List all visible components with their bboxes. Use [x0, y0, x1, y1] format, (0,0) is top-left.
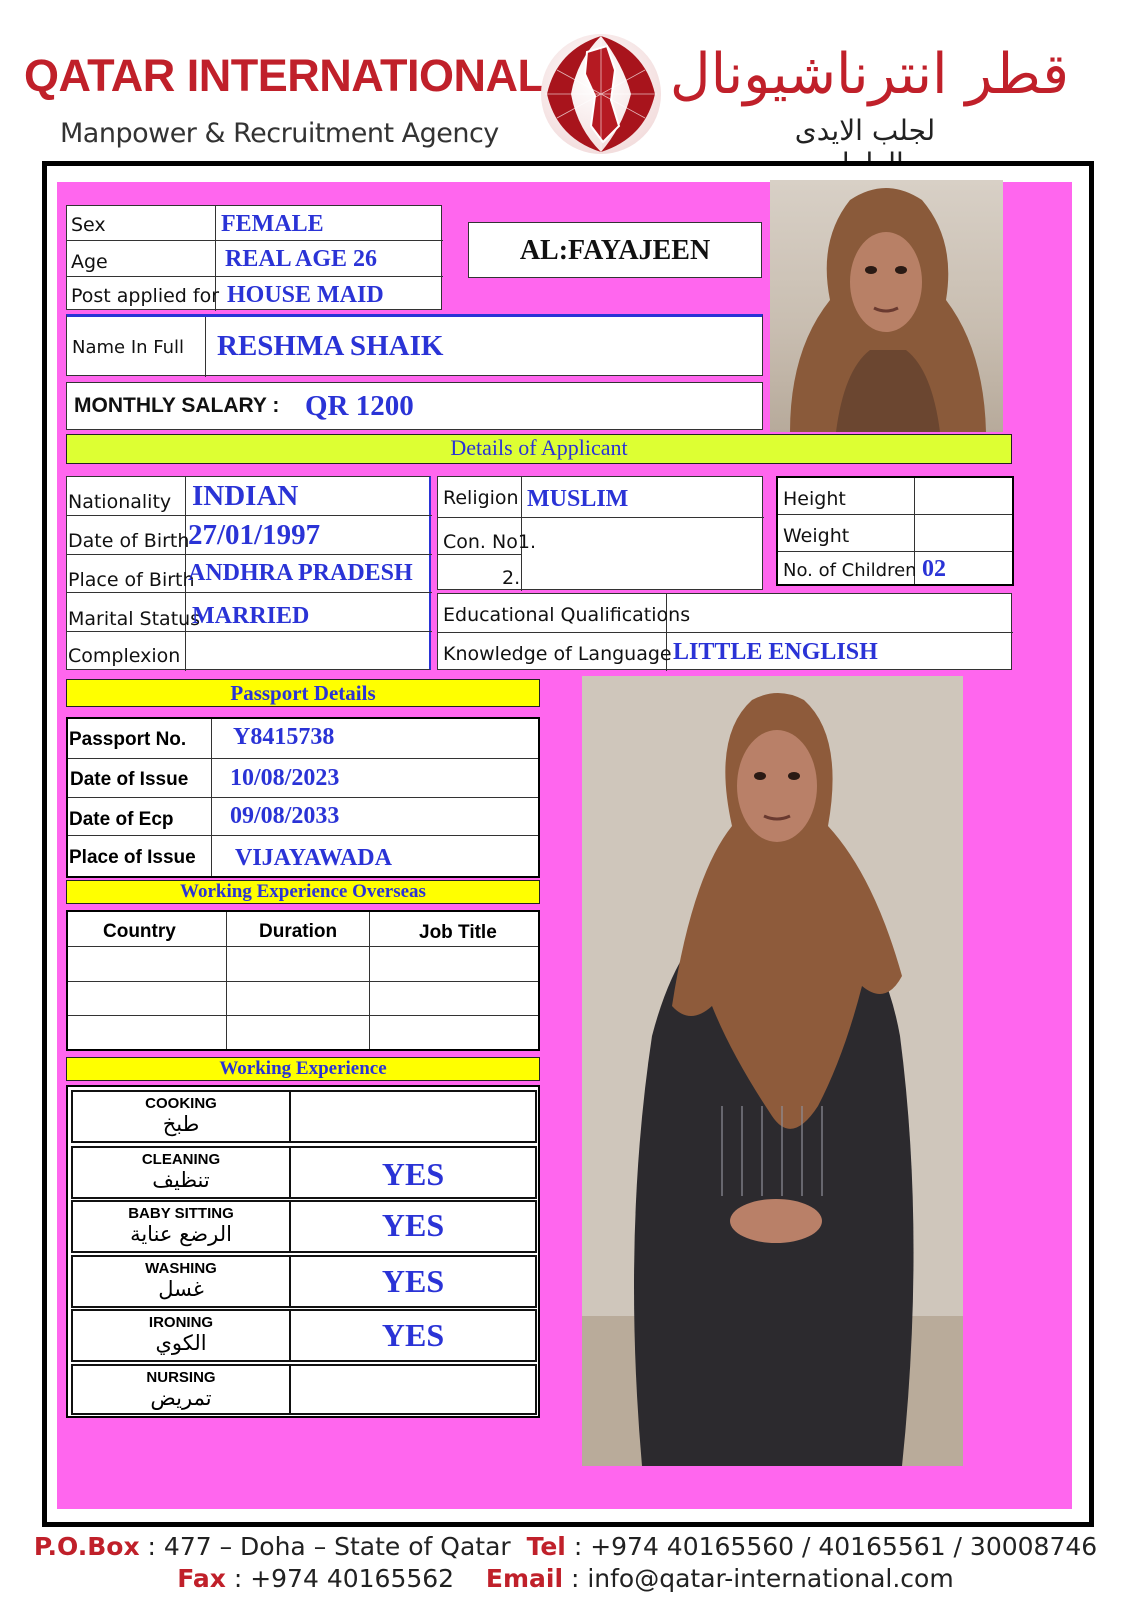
skill-ironing-value: YES: [381, 1317, 445, 1353]
skills-table: [66, 1085, 540, 1418]
footer-address-line: [0, 1532, 1131, 1561]
passport-no-label: Passport No.: [69, 729, 187, 750]
skill-cooking-label: COOKING: [145, 1095, 217, 1112]
children-value: 02: [922, 556, 946, 582]
expiry-date-value: 09/08/2033: [230, 803, 340, 829]
post-value: HOUSE MAID: [227, 282, 384, 308]
skill-baby-sitting-label: BABY SITTING: [128, 1205, 234, 1222]
skill-washing-label: WASHING: [145, 1260, 217, 1277]
pobox-label: P.O.Box: [33, 1532, 140, 1561]
dob-value: 27/01/1997: [188, 519, 321, 551]
applicant-portrait-photo: [770, 180, 1003, 432]
education-language-table: [437, 593, 1012, 670]
age-label: Age: [71, 251, 108, 273]
children-label: No. of Children: [783, 560, 917, 581]
skill-cooking-row: [71, 1090, 537, 1143]
skill-ironing-arabic: الكوي: [155, 1331, 207, 1355]
full-name-value: RESHMA SHAIK: [217, 330, 444, 362]
passport-no-value: Y8415738: [233, 724, 335, 750]
salary-label: MONTHLY SALARY :: [74, 394, 280, 417]
full-name-box: [66, 314, 763, 376]
religion-label: Religion: [443, 487, 519, 509]
name-label: Name In Full: [72, 337, 185, 358]
tel-value: : +974 40165560 / 40165561 / 30008746: [565, 1532, 1098, 1561]
pob-label: Place of Birth: [68, 569, 195, 591]
section-title-overseas: Working Experience Overseas: [66, 880, 540, 904]
skill-nursing-label: NURSING: [146, 1369, 216, 1386]
skill-nursing-arabic: تمريض: [150, 1386, 212, 1410]
applicant-full-photo: [582, 676, 963, 1466]
fax-value: : +974 40165562: [225, 1564, 455, 1593]
brand-subtitle-arabic: لجلب الايدى: [794, 114, 936, 147]
section-title-passport: Passport Details: [66, 679, 540, 707]
issue-place-label: Place of Issue: [69, 847, 196, 868]
expiry-date-label: Date of Ecp: [69, 809, 174, 830]
brand-subtitle: Manpower & Recruitment Agency: [60, 118, 499, 149]
brand-name-arabic: قطر انترناشيونال: [669, 42, 1069, 107]
skill-nursing-row: [71, 1364, 537, 1415]
skill-baby-sitting-arabic: الرضع عناية: [130, 1222, 232, 1246]
dob-label: Date of Birth: [68, 530, 190, 552]
skill-washing-row: [71, 1255, 537, 1308]
salary-value: QR 1200: [305, 390, 414, 422]
footer-contact-line: [0, 1564, 1131, 1593]
passport-table: [66, 717, 540, 878]
complexion-label: Complexion: [68, 645, 181, 667]
brand-name-english: QATAR INTERNATIONAL: [24, 50, 545, 101]
pob-value: ANDHRA PRADESH: [188, 560, 413, 586]
height-label: Height: [783, 488, 846, 510]
skill-cleaning-value: YES: [381, 1156, 445, 1192]
age-value: REAL AGE 26: [225, 246, 378, 272]
nationality-label: Nationality: [68, 491, 172, 513]
agency-code: AL:FAYAJEEN: [519, 235, 711, 266]
skill-cleaning-arabic: تنظيف: [152, 1168, 210, 1192]
basic-info-table: [66, 205, 442, 310]
religion-contact-table: [437, 476, 763, 590]
overseas-experience-table: [66, 910, 540, 1051]
language-label: Knowledge of Language: [443, 643, 672, 665]
tel-label: Tel: [526, 1532, 566, 1561]
issue-date-value: 10/08/2023: [230, 765, 340, 791]
marital-value: MARRIED: [192, 603, 310, 629]
skill-baby-sitting-value: YES: [381, 1207, 445, 1243]
email-value: : info@qatar-international.com: [563, 1564, 954, 1593]
column-duration: Duration: [259, 921, 338, 942]
skill-washing-value: YES: [381, 1263, 445, 1299]
physical-details-table: [776, 476, 1014, 586]
globe-logo-icon: [537, 30, 665, 158]
section-title-details: Details of Applicant: [66, 434, 1012, 464]
issue-place-value: VIJAYAWADA: [235, 845, 392, 871]
weight-label: Weight: [783, 525, 850, 547]
contact2-label: 2.: [502, 567, 521, 589]
language-value: LITTLE ENGLISH: [673, 639, 878, 665]
column-job-title: Job Title: [419, 922, 497, 943]
column-country: Country: [103, 921, 176, 942]
email-label: Email: [485, 1564, 564, 1593]
issue-date-label: Date of Issue: [70, 769, 189, 790]
agency-code-box: [468, 222, 762, 278]
skill-ironing-row: [71, 1309, 537, 1362]
pobox-value: : 477 – Doha – State of Qatar: [139, 1532, 511, 1561]
religion-value: MUSLIM: [527, 486, 629, 512]
skill-washing-arabic: غسل: [158, 1277, 204, 1301]
section-title-experience: Working Experience: [66, 1057, 540, 1081]
marital-label: Marital Status: [68, 608, 201, 630]
skill-ironing-label: IRONING: [148, 1314, 214, 1331]
salary-box: [66, 382, 763, 430]
skill-cleaning-row: [71, 1146, 537, 1199]
sex-label: Sex: [71, 214, 106, 236]
skill-cleaning-label: CLEANING: [141, 1151, 221, 1168]
sex-value: FEMALE: [221, 211, 324, 237]
post-label: Post applied for: [71, 285, 220, 307]
skill-cooking-arabic: طبخ: [162, 1112, 200, 1136]
education-label: Educational Qualifications: [443, 604, 691, 626]
fax-label: Fax: [177, 1564, 226, 1593]
skill-baby-sitting-row: [71, 1200, 537, 1253]
personal-details-table: [66, 476, 431, 670]
nationality-value: INDIAN: [192, 480, 299, 512]
contact1-label: Con. No1.: [443, 531, 536, 553]
